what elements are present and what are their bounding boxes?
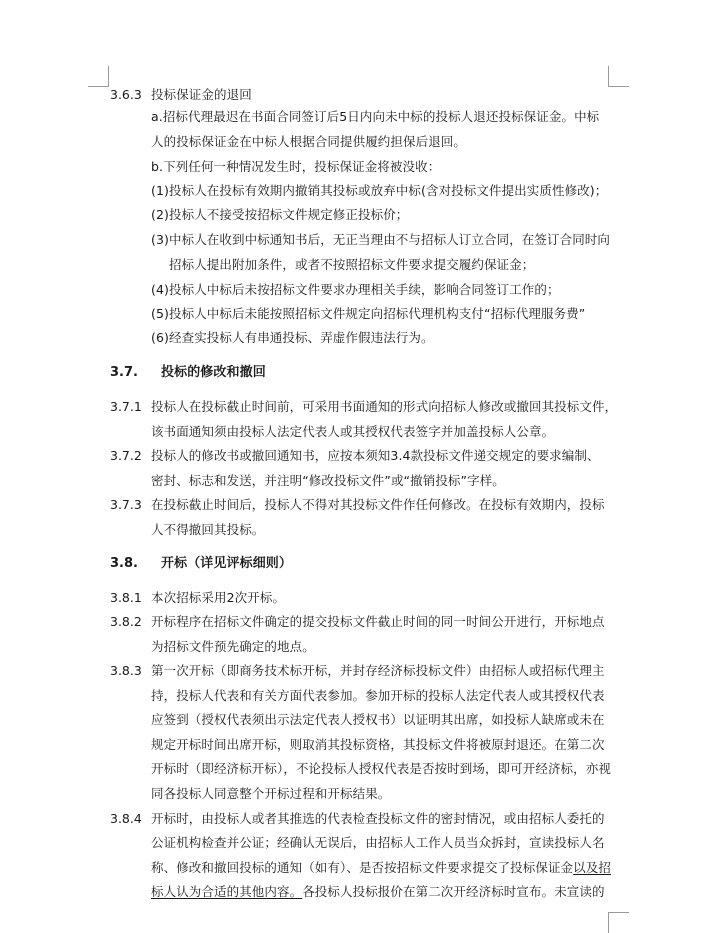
- paragraph-line: 密封、标志和发送，并注明“修改投标文件”或“撤销投标”字样。: [151, 473, 505, 488]
- text-run: 称、修改和撤回投标的通知（如有）、是否按招标文件要求提交了投标保证金: [151, 860, 574, 875]
- paragraph-line: [151, 859, 611, 877]
- underlined-text: 以及招: [573, 860, 611, 875]
- clause-number: 3.7.3: [110, 497, 142, 512]
- paragraph-line: 人的投标保证金在中标人根据合同提供履约担保后退回。: [151, 134, 467, 149]
- clause-number: 3.8.4: [110, 811, 142, 826]
- clause-number: 3.7.1: [110, 399, 142, 414]
- paragraph-line: 持，投标人代表和有关方面代表参加。参加开标的投标人法定代表人或其授权代表: [151, 688, 605, 703]
- paragraph-line: 第一次开标（即商务技术标开标，并封存经济标投标文件）由招标人或招标代理主: [151, 663, 605, 678]
- paragraph-line: 投标人的修改书或撤回通知书，应按本须知3.4款投标文件递交规定的要求编制、: [151, 448, 600, 463]
- underlined-text: 标人认为合适的其他内容。: [151, 884, 303, 899]
- paragraph-line: b.下列任何一种情况发生时，投标保证金将被没收：: [151, 159, 441, 174]
- page-corner-mark-bottom-right: [608, 912, 629, 933]
- page-corner-mark-top-left: [88, 66, 109, 87]
- paragraph-line: 公证机构检查并公证；经确认无误后，由招标人工作人员当众拆封，宣读投标人名: [151, 835, 605, 850]
- clause-number: 3.8.1: [110, 590, 142, 605]
- section-number: 3.6.3: [110, 87, 142, 102]
- text-run: 各投标人投标报价在第二次开经济标时宣布。未宣读的: [302, 884, 605, 899]
- section-heading-title: 开标（详见评标细则）: [161, 556, 293, 571]
- clause-number: 3.8.3: [110, 663, 142, 678]
- list-item-continuation: 招标人提出附加条件，或者不按照招标文件要求提交履约保证金；: [169, 257, 535, 272]
- section-heading-title: 投标的修改和撤回: [161, 365, 266, 380]
- paragraph-line: 在投标截止时间后，投标人不得对其投标文件作任何修改。在投标有效期内，投标: [151, 497, 605, 512]
- list-item: (3)中标人在收到中标通知书后，无正当理由不与招标人订立合同，在签订合同时向: [151, 232, 611, 247]
- paragraph-line: 应签到（授权代表须出示法定代表人授权书）以证明其出席，如投标人缺席或未在: [151, 712, 605, 727]
- paragraph-line: 人不得撤回其投标。: [151, 522, 265, 537]
- list-item: (6)经查实投标人有串通投标、弄虚作假违法行为。: [151, 330, 434, 345]
- paragraph-line: 开标程序在招标文件确定的提交投标文件截止时间的同一时间公开进行，开标地点: [151, 614, 605, 629]
- paragraph-line: 为招标文件预先确定的地点。: [151, 639, 315, 654]
- section-heading-number: 3.8.: [110, 556, 138, 571]
- list-item: (5)投标人中标后未能按照招标文件规定向招标代理机构支付“招标代理服务费”: [151, 306, 586, 321]
- paragraph-line: [151, 883, 605, 901]
- page-corner-mark-top-right: [608, 66, 629, 87]
- paragraph-line: 开标时，由投标人或者其推选的代表检查投标文件的密封情况，或由招标人委托的: [151, 811, 605, 826]
- paragraph-line: 规定开标时间出席开标，则取消其投标资格，其投标文件将被原封退还。在第二次: [151, 737, 605, 752]
- list-item: (4)投标人中标后未按招标文件要求办理相关手续，影响合同签订工作的；: [151, 282, 560, 297]
- paragraph-line: 投标人在投标截止时间前，可采用书面通知的形式向招标人修改或撤回其投标文件，: [151, 399, 618, 414]
- section-heading-number: 3.7.: [110, 365, 138, 380]
- clause-number: 3.8.2: [110, 614, 142, 629]
- clause-number: 3.7.2: [110, 448, 142, 463]
- list-item: (2)投标人不接受按招标文件规定修正投标价；: [151, 207, 409, 222]
- list-item: (1)投标人在投标有效期内撤销其投标或放弃中标(含对投标文件提出实质性修改)；: [151, 183, 608, 198]
- paragraph-line: a.招标代理最迟在书面合同签订后5日内向未中标的投标人退还投标保证金。中标: [151, 109, 600, 124]
- paragraph-line: 同各投标人同意整个开标过程和开标结果。: [151, 786, 391, 801]
- section-title: 投标保证金的退回: [151, 87, 252, 102]
- paragraph-line: 本次招标采用2次开标。: [151, 590, 286, 605]
- paragraph-line: 开标时（即经济标开标），不论投标人授权代表是否按时到场，即可开经济标，亦视: [151, 761, 611, 776]
- paragraph-line: 该书面通知须由投标人法定代表人或其授权代表签字并加盖投标人公章。: [151, 424, 555, 439]
